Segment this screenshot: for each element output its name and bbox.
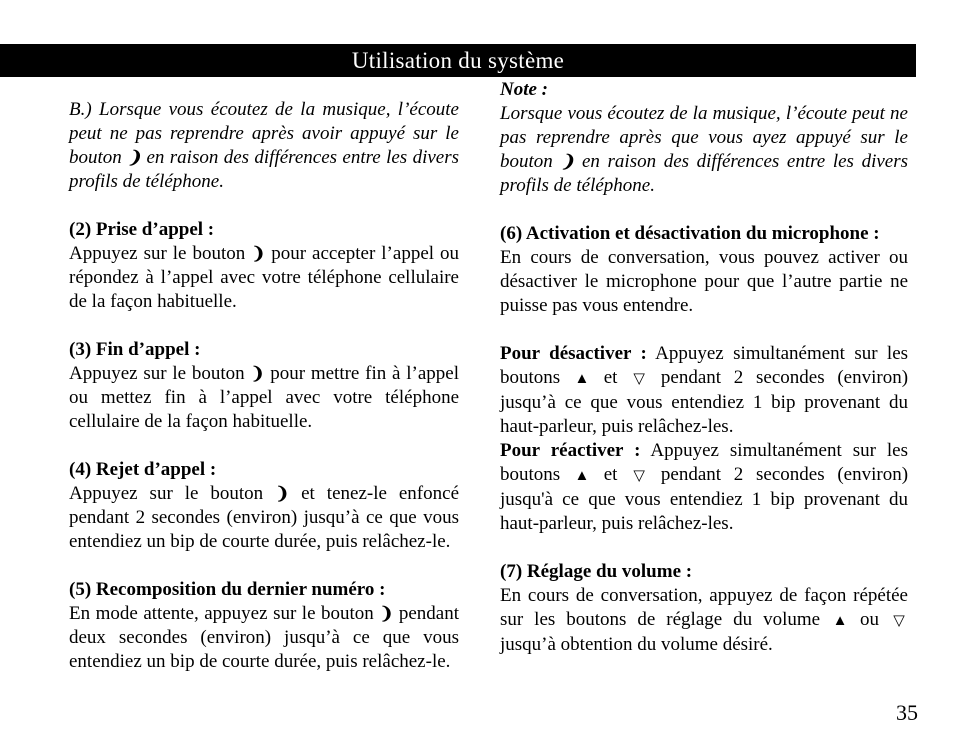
call-answer-text [69,242,459,314]
page-number: 35 [896,700,918,725]
call-reject-text [69,482,459,554]
reactivate-label: Pour réactiver : [500,440,641,461]
reactivate-text [500,439,908,536]
phone-button-icon: ❩ [379,604,394,623]
deactivate-and: et [603,367,618,388]
call-answer-text-2: pour accepter l’appel ou répondez à l’appel avec votre téléphone cellulaire de la façon habituelle. [69,243,460,312]
reactivate-and: et [603,464,618,485]
up-triangle-icon: ▲ [832,613,848,629]
volume-text-2: jusqu’à obtention du volume désiré. [500,634,773,655]
music-note-b [69,98,459,194]
volume-heading: (7) Réglage du volume : [500,561,693,582]
left-column [69,98,459,674]
down-triangle-icon: ▽ [633,468,645,484]
phone-button-icon: ❩ [250,364,265,383]
reactivate-text-1: Appuyez simultanément sur les boutons [500,440,909,485]
deactivate-text [500,342,908,439]
call-end-text [69,362,459,434]
mute-heading: (6) Activation et désactivation du microphone : [500,223,880,244]
phone-button-icon: ❩ [251,244,266,263]
music-note-b-text-1: B.) Lorsque vous écoutez de la musique, l’écoute peut ne pas reprendre après avoir appuyé sur le bouton [69,99,459,168]
up-triangle-icon: ▲ [574,468,590,484]
redial-text-1: En mode attente, appuyez sur le bouton [69,603,374,624]
phone-button-icon: ❩ [275,484,290,503]
note-text-2: en raison des différences entre les divers profils de téléphone. [500,151,908,196]
call-end-text-1: Appuyez sur le bouton [69,363,245,384]
deactivate-label: Pour désactiver : [500,343,647,364]
redial-heading: (5) Recomposition du dernier numéro : [69,579,386,600]
note-heading: Note : [500,79,549,100]
deactivate-text-2: pendant 2 secondes (environ) jusqu’à ce que vous entendiez 1 bip provenant du haut-parleur, puis relâchez-les. [500,367,909,437]
up-triangle-icon: ▲ [574,371,590,387]
music-note-b-text-2: en raison des différences entre les divers profils de téléphone. [69,147,459,192]
down-triangle-icon: ▽ [893,613,905,629]
call-reject-heading: (4) Rejet d’appel : [69,459,217,480]
section-header [0,44,916,77]
redial-text [69,602,459,674]
section-title: Utilisation du système [351,47,565,73]
phone-button-icon: ❩ [127,148,142,167]
note-text [500,102,908,198]
reactivate-text-2: pendant 2 secondes (environ) jusqu'à ce que vous entendiez 1 bip provenant du haut-parleur, puis relâchez-les. [500,464,909,534]
deactivate-text-1: Appuyez simultanément sur les boutons [500,343,909,388]
call-reject-text-1: Appuyez sur le bouton [69,483,264,504]
call-answer-heading: (2) Prise d’appel : [69,219,215,240]
mute-text: En cours de conversation, vous pouvez activer ou désactiver le microphone pour que l’autre partie ne puisse pas vous entendre. [500,247,908,316]
redial-text-2: pendant deux secondes (environ) jusqu’à ce que vous entendiez un bip de courte durée, puis relâchez-le. [69,603,459,672]
call-end-text-2: pour mettre fin à l’appel ou mettez fin à l’appel avec votre téléphone cellulaire de la façon habituelle. [69,363,459,432]
volume-text [500,584,908,657]
note-text-1: Lorsque vous écoutez de la musique, l’écoute peut ne pas reprendre après que vous ayez appuyé sur le bouton [500,103,908,172]
volume-or: ou [860,609,880,630]
call-reject-text-2: et tenez-le enfoncé pendant 2 secondes (environ) jusqu’à ce que vous entendiez un bip de courte durée, puis relâchez-le. [69,483,460,552]
volume-text-1: En cours de conversation, appuyez de façon répétée sur les boutons de réglage du volume [500,585,908,630]
right-column [500,78,908,657]
call-end-heading: (3) Fin d’appel : [69,339,201,360]
down-triangle-icon: ▽ [633,371,645,387]
call-answer-text-1: Appuyez sur le bouton [69,243,246,264]
phone-button-icon: ❩ [560,152,575,171]
